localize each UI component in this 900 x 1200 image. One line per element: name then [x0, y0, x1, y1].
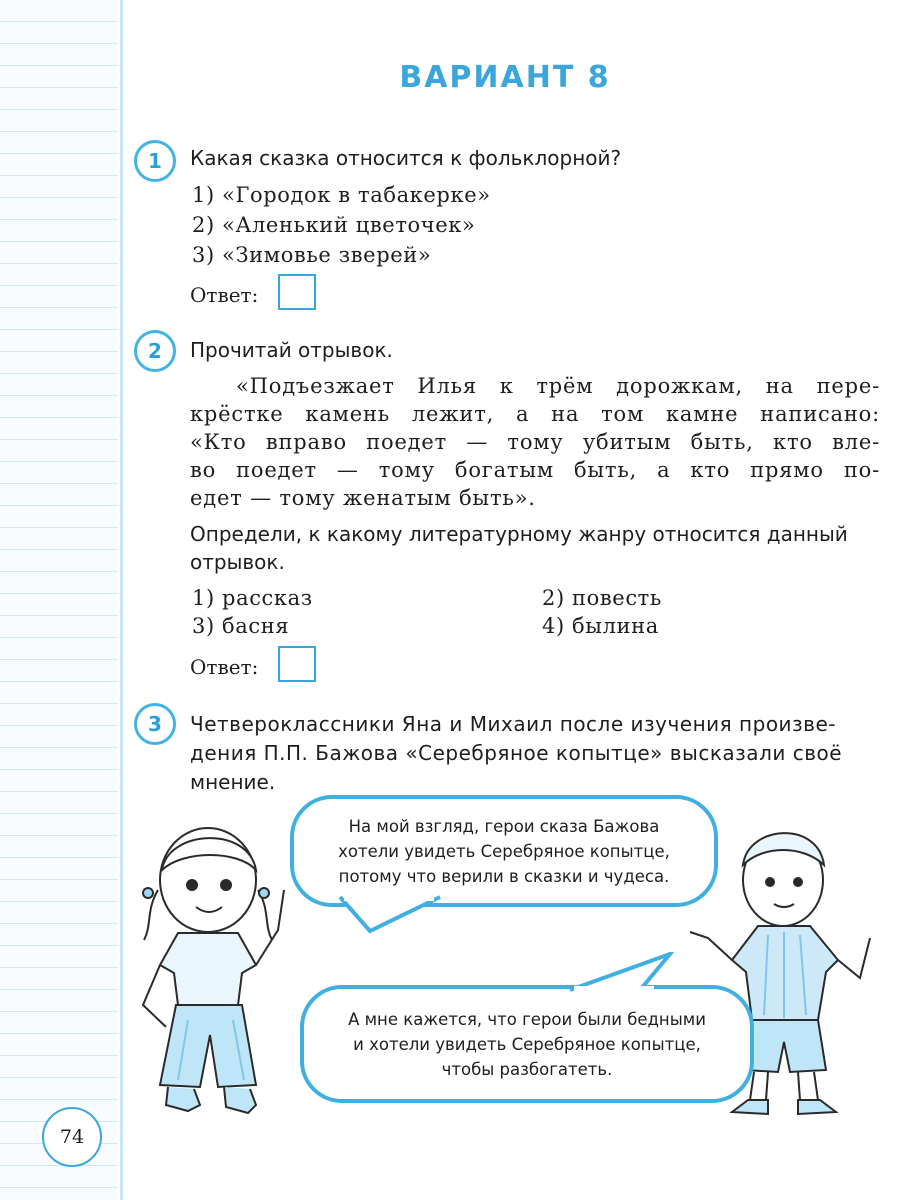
question-2-option-3: 3) басня	[192, 614, 290, 638]
passage-line: во поедет — тому богатым быть, а кто прямо по-	[190, 458, 880, 482]
question-1-option-1: 1) «Городок в табакерке»	[192, 183, 491, 207]
question-2-option-2: 2) повесть	[542, 586, 662, 610]
question-3-line-3: мнение.	[190, 770, 276, 794]
question-2-passage	[190, 372, 880, 512]
margin-line	[120, 0, 123, 1200]
speech-bubble-mikhail-tail	[560, 952, 680, 992]
question-3-line-2: дения П.П. Бажова «Серебряное копытце» высказали своё	[190, 741, 843, 765]
speech-bubble-yana	[290, 795, 718, 907]
speech-bubble-yana-tail	[330, 895, 450, 935]
bubble-line: и хотели увидеть Серебряное копытце,	[353, 1034, 701, 1054]
question-1-answer-label: Ответ:	[190, 283, 259, 307]
question-1-answer-box[interactable]	[278, 274, 316, 310]
question-1-option-2: 2) «Аленький цветочек»	[192, 213, 476, 237]
question-1-option-3: 3) «Зимовье зверей»	[192, 243, 432, 267]
speech-bubble-mikhail	[300, 985, 754, 1103]
page-title: ВАРИАНТ 8	[399, 60, 611, 95]
question-2-answer-box[interactable]	[278, 646, 316, 682]
bubble-line: хотели увидеть Серебряное копытце,	[338, 841, 670, 861]
bubble-line: А мне кажется, что герои были бедными	[348, 1009, 706, 1029]
bubble-line: потому что верили в сказки и чудеса.	[338, 866, 670, 886]
question-1-number: 1	[134, 140, 176, 182]
passage-line: крёстке камень лежит, а на том камне написано:	[190, 402, 880, 426]
passage-line: «Подъезжает Илья к трём дорожкам, на пере-	[236, 374, 880, 398]
passage-line: едет — тому женатым быть».	[190, 486, 536, 510]
passage-line: «Кто вправо поедет — тому убитым быть, кто вле-	[190, 430, 880, 454]
question-3-number: 3	[134, 703, 176, 745]
question-2-option-4: 4) былина	[542, 614, 659, 638]
bubble-line: На мой взгляд, герои сказа Бажова	[348, 816, 660, 836]
question-2-instruction: Прочитай отрывок.	[190, 338, 393, 362]
question-2-prompt-line-1: Определи, к какому литературному жанру относится данный	[190, 522, 848, 546]
question-2-number: 2	[134, 330, 176, 372]
bubble-line: чтобы разбогатеть.	[441, 1059, 613, 1079]
question-3-line-1: Четвероклассники Яна и Михаил после изучения произве-	[190, 712, 836, 736]
question-2-answer-label: Ответ:	[190, 655, 259, 679]
question-2-prompt-line-2: отрывок.	[190, 550, 285, 574]
margin-strip	[0, 0, 118, 1200]
page-number: 74	[42, 1107, 102, 1167]
question-2-option-1: 1) рассказ	[192, 586, 313, 610]
question-1-text: Какая сказка относится к фольклорной?	[190, 146, 622, 170]
